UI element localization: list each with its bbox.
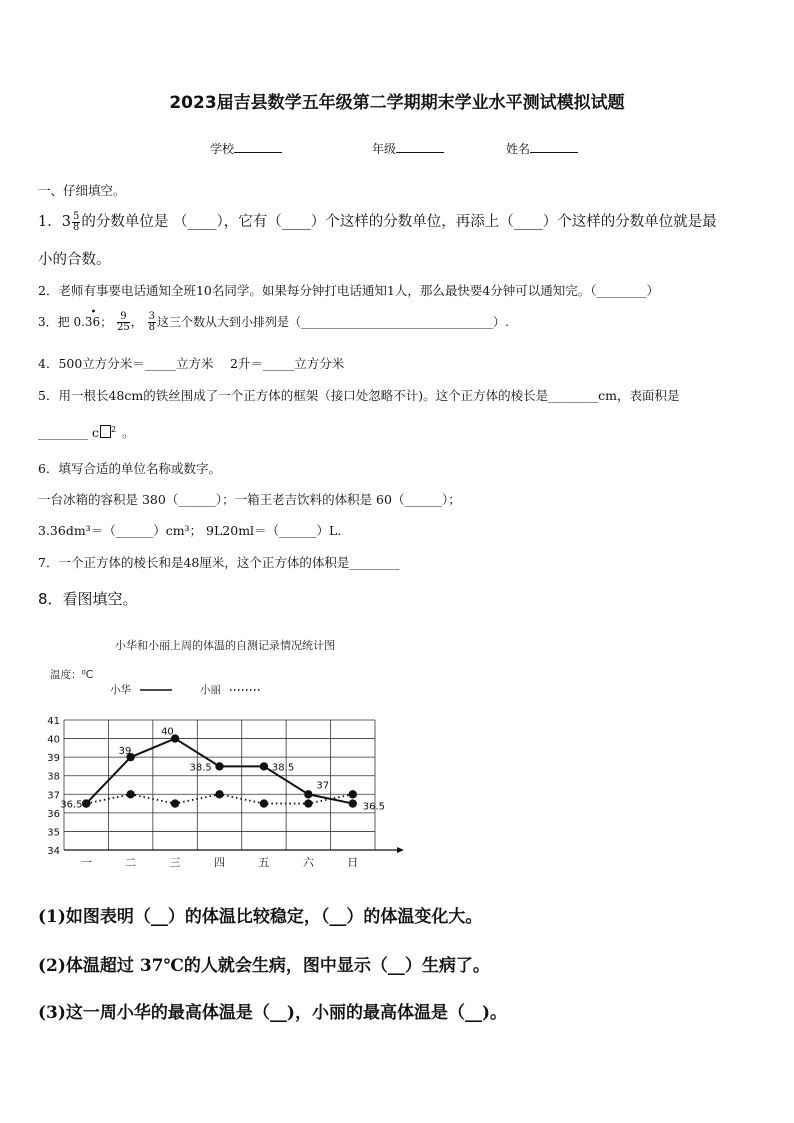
legend-label: 小丽 [200,684,221,696]
fraction-9-25: $\frac{9}{25}$ [117,311,130,333]
question-5-cont: ________ c $^2$ 。 [38,424,135,440]
data-label: 36.5 [362,801,386,813]
grade-label: 年级 [372,142,397,156]
y-tick-label: 34 [47,846,60,857]
legend-label: 小华 [110,684,131,696]
grade-blank[interactable] [396,140,444,153]
question-2: 2．老师有事要电话通知全班10名同学。如果每分钟打电话通知1人，那么最快要4分钟可以通知完。（________） [38,283,660,298]
school-blank[interactable] [234,140,282,153]
name-label: 姓名 [506,142,531,156]
y-axis-label: 温度：⁰C [50,669,94,681]
sub-question-1: (1)如图表明（__）的体温比较稳定，（__）的体温变化大。 [38,907,483,927]
section-heading: 一、仔细填空。 [38,183,126,198]
x-tick-label: 一 [80,856,92,869]
question-1: 1．3 $\frac{5}{8}$ 的分数单位是 （____），它有（____）个这样的分数单位，再添上（____）个这样的分数单位就是最 [38,210,717,233]
fraction-3-8: $\frac{3}{8}$ [148,311,155,333]
chart-axes [64,847,404,853]
name-field [506,140,578,157]
name-blank[interactable] [530,140,578,153]
data-point [349,799,357,807]
repeating-decimal: 0.36 • [73,307,101,329]
data-point [304,790,312,798]
chart-title: 小华和小丽上周的体温的自测记录情况统计图 [115,639,335,652]
y-tick-label: 41 [47,716,60,727]
data-point [260,799,268,807]
question-3: 3．把 0.36 • ； $\frac{9}{25}$ ， $\frac{3}{8}$ 这三个数从大到小排列是（________________________________）. [38,307,509,333]
data-label: 38.5 [271,762,295,774]
page-title: 2023届吉县数学五年级第二学期期末学业水平测试模拟试题 [169,93,625,113]
data-label: 36.5 [60,799,83,811]
sub-question-3: (3)这一周小华的最高体温是（__)，小丽的最高体温是（__)。 [38,1003,508,1023]
question-6-line-c: 3.36dm³＝（______）cm³； 9L20ml＝（______）L． [38,523,350,538]
y-tick-label: 36 [47,808,60,820]
temperature-line-chart [40,628,420,878]
y-tick-label: 35 [47,827,60,839]
y-tick-label: 37 [47,790,60,802]
x-axis-arrow [397,847,404,853]
y-tick-label: 40 [47,734,60,746]
x-tick-label: 六 [302,856,314,869]
data-point [82,799,90,807]
x-tick-label: 五 [258,856,270,869]
missing-glyph-box [100,425,111,438]
question-8: 8．看图填空。 [38,590,138,608]
question-4: 4．500立方分米＝_____立方米 2升＝_____立方分米 [38,356,345,371]
question-5: 5．用一根长48cm的铁丝围成了一个正方体的框架（接口处忽略不计)。这个正方体的棱长是________cm，表面积是 [38,388,680,403]
data-point [171,799,179,807]
grade-field [372,140,444,157]
data-label: 37 [316,780,330,792]
sub-question-2: (2)体温超过 37℃的人就会生病，图中显示（__）生病了。 [38,956,490,976]
school-label: 学校 [210,142,235,156]
data-point [349,790,357,798]
x-tick-label: 三 [169,856,181,869]
school-field [210,140,282,157]
data-point [126,790,134,798]
data-label: 40 [161,726,174,738]
question-6: 6．填写合适的单位名称或数字。 [38,461,221,476]
chart-legend [110,683,262,696]
data-point [304,799,312,807]
data-point [260,762,268,770]
question-1-cont: 小的合数。 [38,252,111,268]
data-point [215,790,223,798]
data-label: 39 [118,746,132,758]
question-6-line-b: 一台冰箱的容积是 380（______）；一箱王老吉饮料的体积是 60（______）； [38,492,461,507]
question-7: 7．一个正方体的棱长和是48厘米，这个正方体的体积是________ [38,555,400,570]
y-tick-label: 38 [47,771,60,783]
mixed-number-whole: 3 [61,214,71,230]
y-tick-label: 39 [47,753,60,765]
x-tick-label: 四 [214,856,225,869]
x-tick-label: 日 [347,856,359,869]
x-tick-label: 二 [125,856,137,869]
data-point [215,762,223,770]
fraction-5-8: $\frac{5}{8}$ [72,210,80,233]
data-label: 38.5 [189,762,212,774]
